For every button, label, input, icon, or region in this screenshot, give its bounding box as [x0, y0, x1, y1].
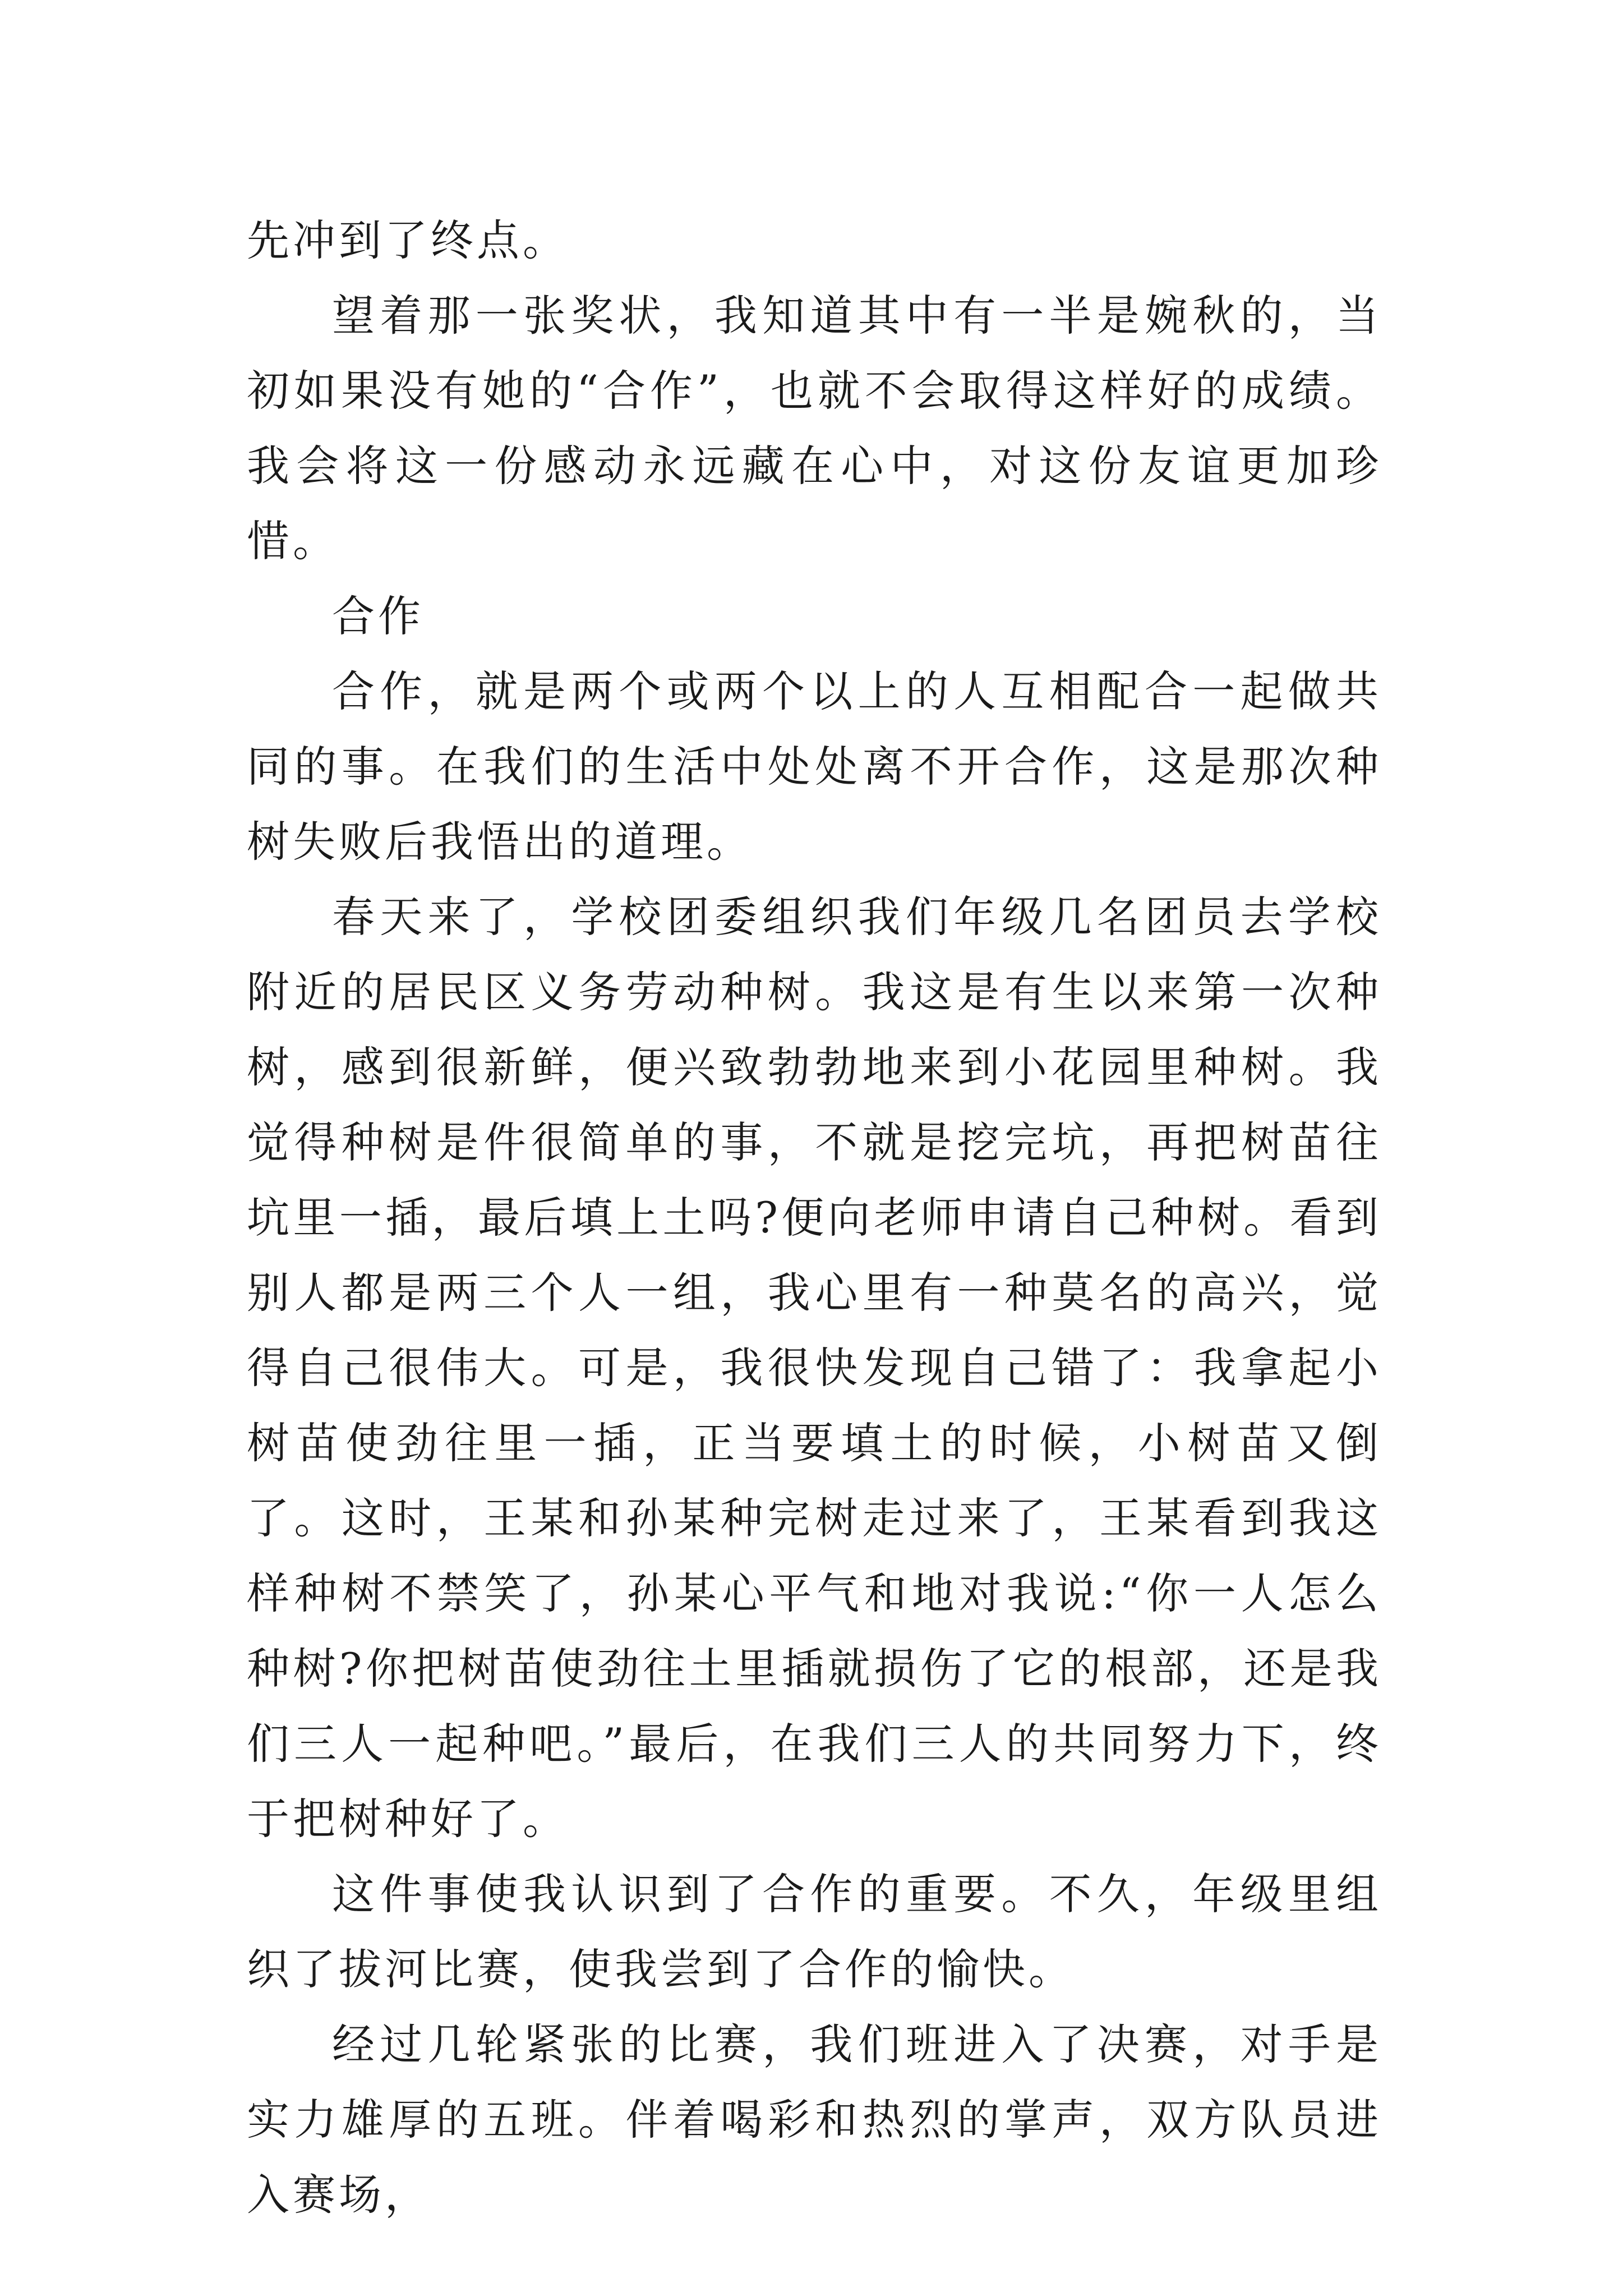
essay-title: 合作 — [332, 591, 424, 641]
paragraph-finish-line: 先冲到了终点。 — [247, 215, 569, 265]
paragraph-award-reflection: 望着那一张奖状，我知道其中有一半是婉秋的，当初如果没有她的“合作”，也就不会取得这样好的成绩。我会将这一份感动永远藏在心中，对这份友谊更加珍惜。 — [247, 291, 1382, 566]
paragraph-definition: 合作，就是两个或两个以上的人互相配合一起做共同的事。在我们的生活中处处离不开合作，这是那次种树失败后我悟出的道理。 — [247, 666, 1382, 867]
paragraph-final-match: 经过几轮紧张的比赛，我们班进入了决赛，对手是实力雄厚的五班。伴着喝彩和热烈的掌声，双方队员进入赛场， — [247, 2019, 1382, 2220]
essay-body — [247, 203, 1382, 2233]
paragraph-tug-of-war-intro: 这件事使我认识到了合作的重要。不久，年级里组织了拔河比赛，使我尝到了合作的愉快。 — [247, 1869, 1382, 1994]
paragraph-tree-planting: 春天来了，学校团委组织我们年级几名团员去学校附近的居民区义务劳动种树。我这是有生以来第一次种树，感到很新鲜，便兴致勃勃地来到小花园里种树。我觉得种树是件很简单的事，不就是挖完坑，再把树苗往坑里一插，最后填上土吗?便向老师申请自己种树。看到别人都是两三个人一组，我心里有一种莫名的高兴，觉得自己很伟大。可是，我很快发现自己错了：我拿起小树苗使劲往里一插，正当要填土的时候，小树苗又倒了。这时，王某和孙某种完树走过来了，王某看到我这样种树不禁笑了，孙某心平气和地对我说:“你一人怎么种树?你把树苗使劲往土里插就损伤了它的根部，还是我们三人一起种吧。”最后，在我们三人的共同努力下，终于把树种好了。 — [247, 892, 1382, 1844]
